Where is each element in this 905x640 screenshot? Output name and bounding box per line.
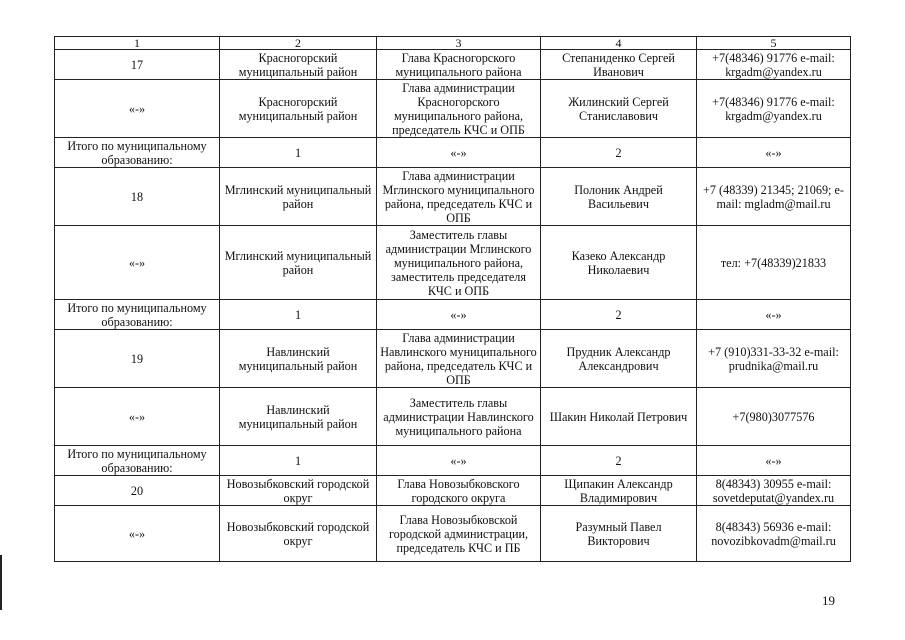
contact-cell: 8(48343) 30955 e-mail: sovetdeputat@yandex.ru: [697, 476, 851, 506]
table-row: [55, 506, 851, 562]
number-cell: 17: [55, 50, 220, 80]
table-row: [55, 80, 851, 138]
number-cell: «-»: [55, 80, 220, 138]
name-cell: 2: [541, 300, 697, 330]
position-cell: Заместитель главы администрации Навлинского муниципального района: [377, 388, 541, 446]
header-cell-2: 2: [220, 37, 377, 50]
position-cell: «-»: [377, 300, 541, 330]
total-row: [55, 138, 851, 168]
table-row: [55, 388, 851, 446]
position-cell: Глава администрации Мглинского муниципального района, председатель КЧС и ОПБ: [377, 168, 541, 226]
position-cell: Глава Новозыбковского городского округа: [377, 476, 541, 506]
district-cell: Новозыбковский городской округ: [220, 506, 377, 562]
number-cell: «-»: [55, 388, 220, 446]
name-cell: Жилинский Сергей Станиславович: [541, 80, 697, 138]
contact-cell: +7(48346) 91776 e-mail: krgadm@yandex.ru: [697, 50, 851, 80]
contact-cell: тел: +7(48339)21833: [697, 226, 851, 300]
name-cell: Полоник Андрей Васильевич: [541, 168, 697, 226]
table-row: [55, 226, 851, 300]
contact-cell: «-»: [697, 138, 851, 168]
header-cell-4: 4: [541, 37, 697, 50]
position-cell: «-»: [377, 138, 541, 168]
district-cell: Навлинский муниципальный район: [220, 330, 377, 388]
header-cell-1: 1: [55, 37, 220, 50]
district-cell: Мглинский муниципальный район: [220, 226, 377, 300]
district-cell: 1: [220, 300, 377, 330]
table-row: [55, 168, 851, 226]
name-cell: Разумный Павел Викторович: [541, 506, 697, 562]
header-cell-3: 3: [377, 37, 541, 50]
name-cell: Казеко Александр Николаевич: [541, 226, 697, 300]
total-label-cell: Итого по муниципальному образованию:: [55, 446, 220, 476]
position-cell: Глава Красногорского муниципального района: [377, 50, 541, 80]
number-cell: «-»: [55, 506, 220, 562]
name-cell: Степаниденко Сергей Иванович: [541, 50, 697, 80]
number-cell: 20: [55, 476, 220, 506]
position-cell: Глава администрации Красногорского муниципального района, председатель КЧС и ОПБ: [377, 80, 541, 138]
table-row: [55, 330, 851, 388]
number-cell: 19: [55, 330, 220, 388]
contact-cell: +7 (48339) 21345; 21069; e-mail: mgladm@mail.ru: [697, 168, 851, 226]
position-cell: Глава Новозыбковской городской администрации, председатель КЧС и ПБ: [377, 506, 541, 562]
total-label-cell: Итого по муниципальному образованию:: [55, 138, 220, 168]
total-label-cell: Итого по муниципальному образованию:: [55, 300, 220, 330]
position-cell: Глава администрации Навлинского муниципального района, председатель КЧС и ОПБ: [377, 330, 541, 388]
district-cell: Мглинский муниципальный район: [220, 168, 377, 226]
number-cell: 18: [55, 168, 220, 226]
page-number: 19: [822, 593, 835, 608]
district-cell: Навлинский муниципальный район: [220, 388, 377, 446]
district-cell: Новозыбковский городской округ: [220, 476, 377, 506]
page-edge-line: [0, 555, 2, 610]
contact-cell: 8(48343) 56936 e-mail: novozibkovadm@mail.ru: [697, 506, 851, 562]
name-cell: Щипакин Александр Владимирович: [541, 476, 697, 506]
name-cell: Шакин Николай Петрович: [541, 388, 697, 446]
contacts-table: [54, 36, 851, 562]
table-body: [55, 37, 851, 562]
contact-cell: «-»: [697, 300, 851, 330]
contact-cell: +7 (910)331-33-32 e-mail: prudnika@mail.ru: [697, 330, 851, 388]
name-cell: Прудник Александр Александрович: [541, 330, 697, 388]
table-row: [55, 476, 851, 506]
contact-cell: «-»: [697, 446, 851, 476]
position-cell: «-»: [377, 446, 541, 476]
total-row: [55, 300, 851, 330]
total-row: [55, 446, 851, 476]
district-cell: Красногорский муниципальный район: [220, 50, 377, 80]
column-number-header: [55, 37, 851, 50]
contact-cell: +7(980)3077576: [697, 388, 851, 446]
contact-cell: +7(48346) 91776 e-mail: krgadm@yandex.ru: [697, 80, 851, 138]
name-cell: 2: [541, 138, 697, 168]
district-cell: 1: [220, 138, 377, 168]
table-row: [55, 50, 851, 80]
header-cell-5: 5: [697, 37, 851, 50]
number-cell: «-»: [55, 226, 220, 300]
name-cell: 2: [541, 446, 697, 476]
position-cell: Заместитель главы администрации Мглинского муниципального района, заместитель председателя КЧС и ОПБ: [377, 226, 541, 300]
district-cell: Красногорский муниципальный район: [220, 80, 377, 138]
district-cell: 1: [220, 446, 377, 476]
